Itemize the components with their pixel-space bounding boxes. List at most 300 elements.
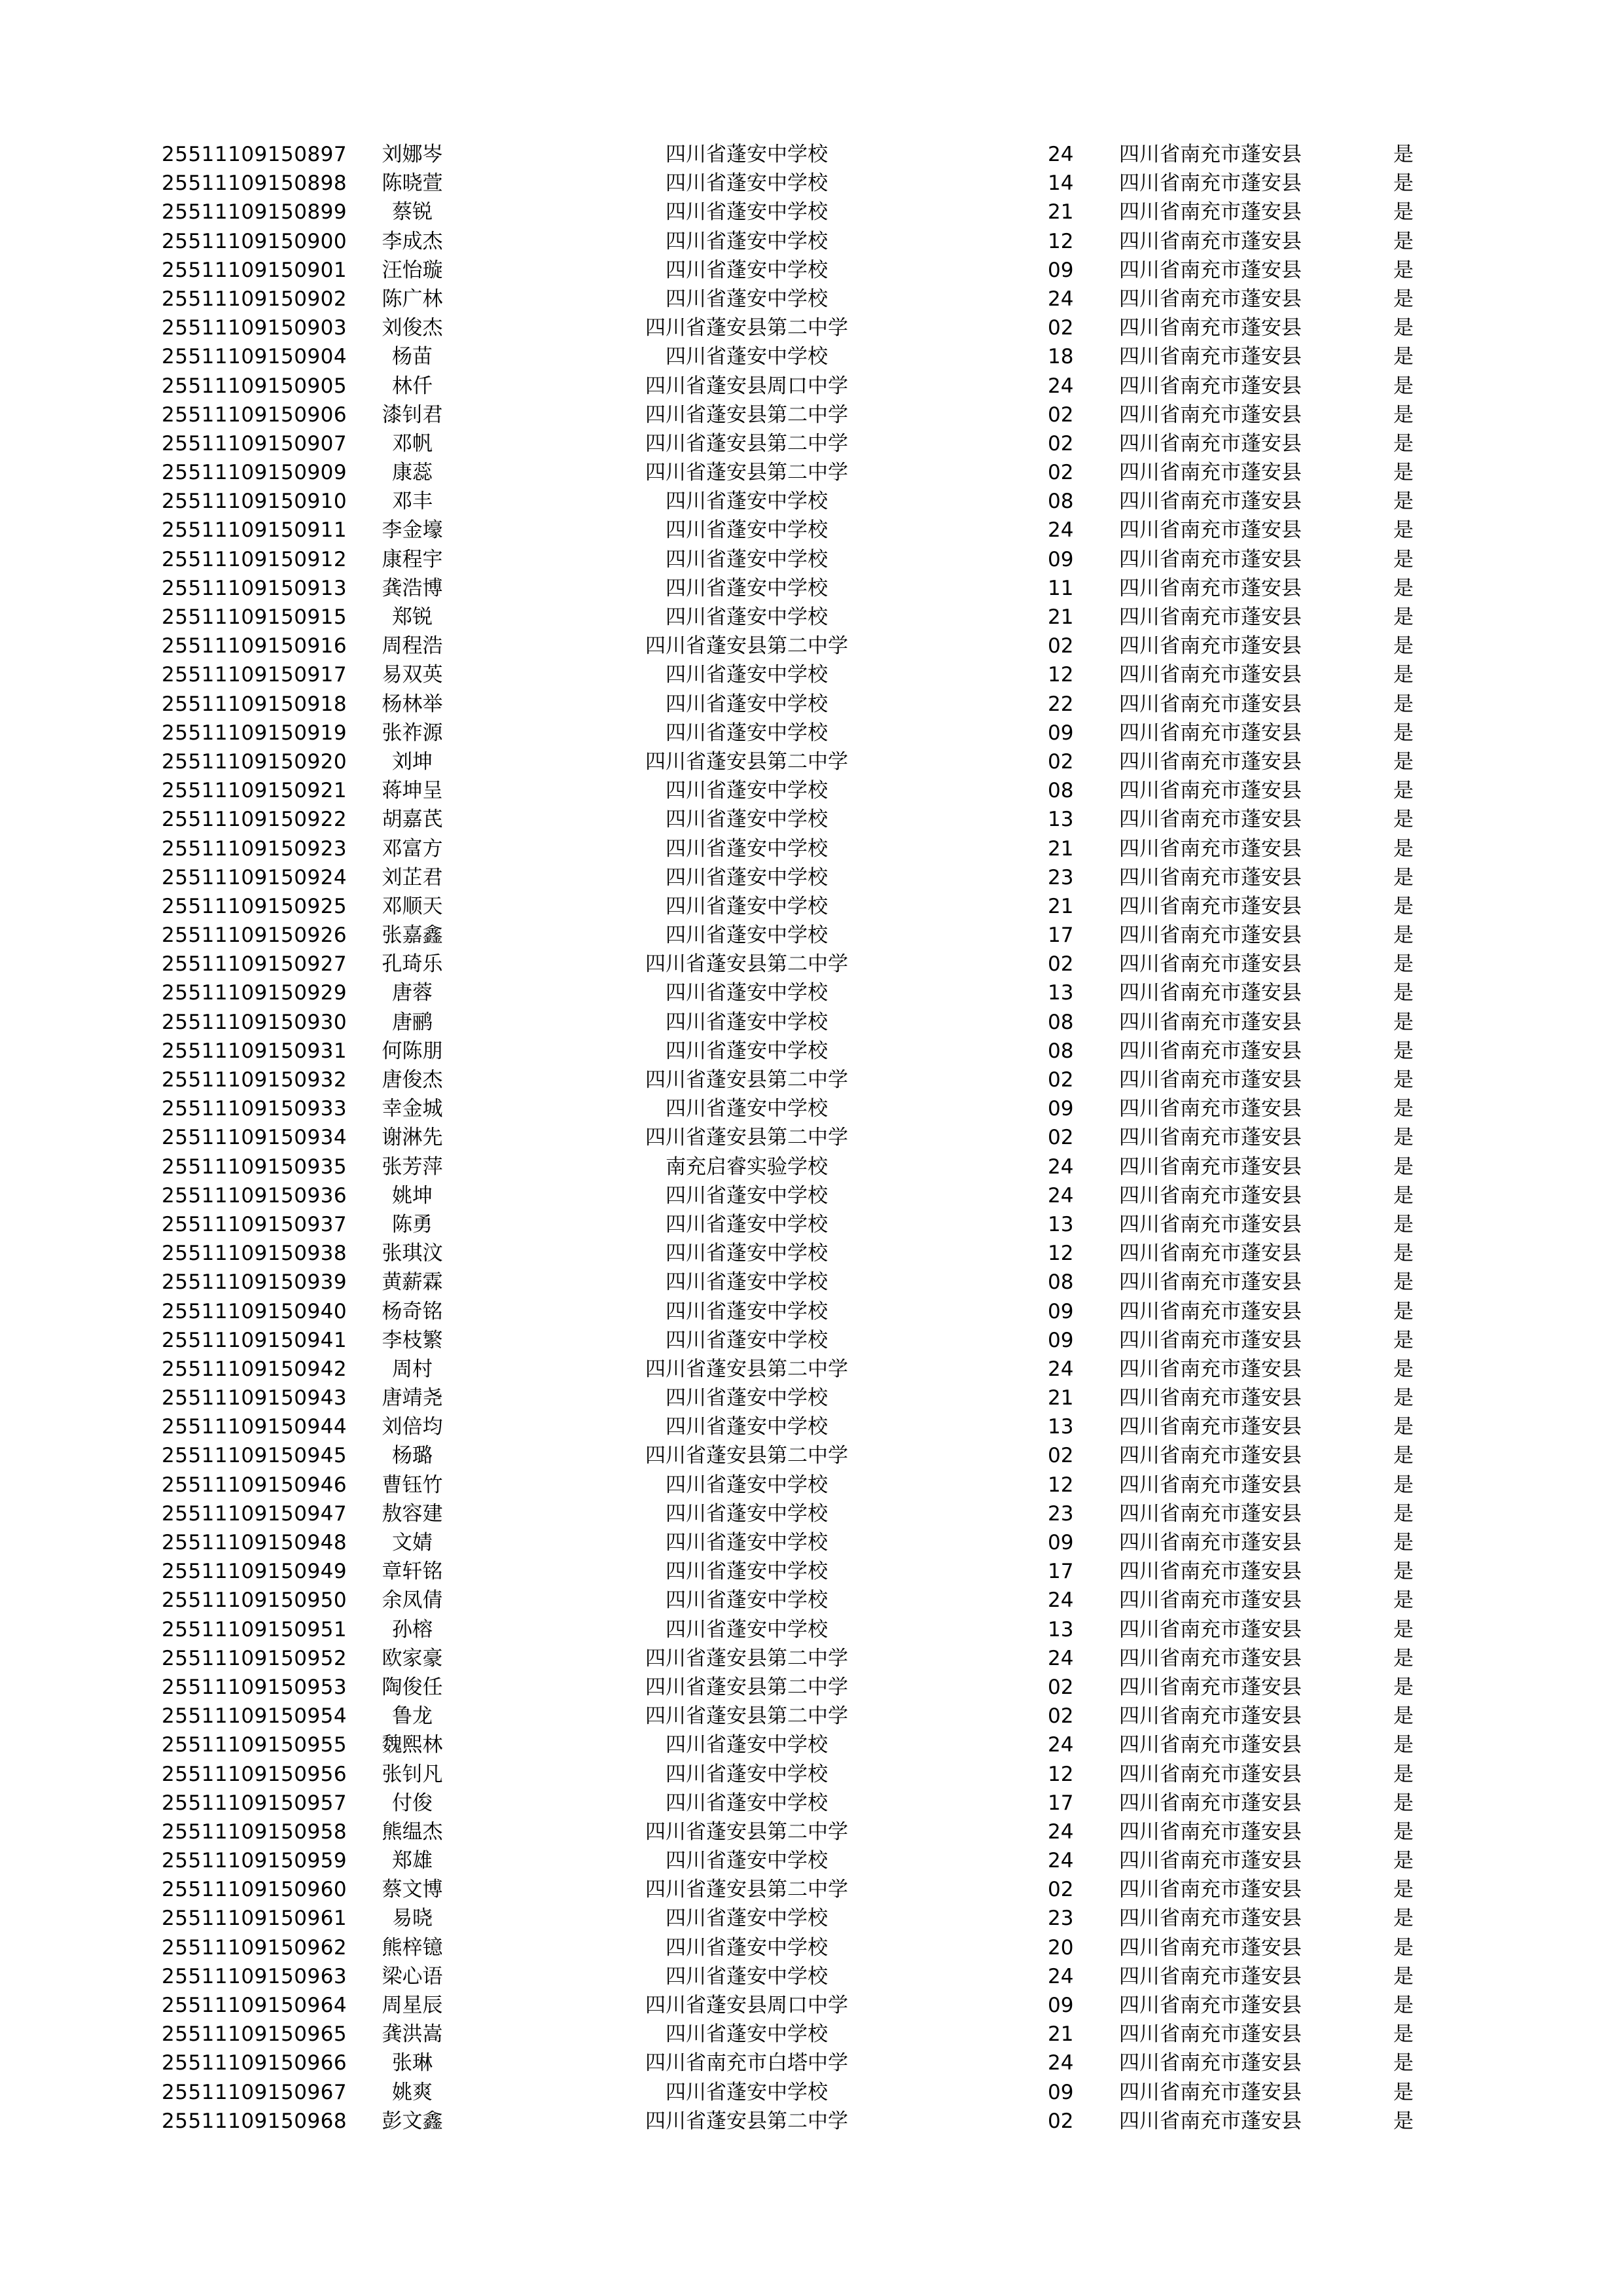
- school-name: 四川省蓬安县第二中学: [645, 952, 848, 977]
- student-name: 陈晓萱: [382, 171, 443, 196]
- student-name: 张琳: [392, 2051, 433, 2075]
- category-code: 02: [1048, 431, 1074, 456]
- candidate-id: 25511109150931: [162, 1039, 348, 1063]
- region: 四川省南充市蓬安县: [1119, 749, 1302, 774]
- eligibility-flag: 是: [1393, 490, 1414, 514]
- school-name: 四川省蓬安中学校: [666, 808, 828, 832]
- category-code: 02: [1048, 1675, 1074, 1699]
- table-row: [0, 892, 1623, 921]
- table-row: [0, 1615, 1623, 1644]
- region: 四川省南充市蓬安县: [1119, 1617, 1302, 1641]
- region: 四川省南充市蓬安县: [1119, 605, 1302, 629]
- candidate-id: 25511109150915: [162, 605, 348, 629]
- category-code: 13: [1048, 1212, 1074, 1236]
- category-code: 17: [1048, 1791, 1074, 1815]
- candidate-id: 25511109150898: [162, 171, 348, 196]
- category-code: 02: [1048, 1068, 1074, 1092]
- school-name: 四川省蓬安中学校: [666, 143, 828, 166]
- school-name: 四川省蓬安中学校: [666, 2080, 828, 2104]
- school-name: 四川省蓬安中学校: [666, 1733, 828, 1757]
- category-code: 21: [1048, 2022, 1074, 2047]
- school-name: 四川省蓬安县第二中学: [645, 461, 848, 485]
- table-row: [0, 1123, 1623, 1152]
- region: 四川省南充市蓬安县: [1119, 1878, 1302, 1902]
- region: 四川省南充市蓬安县: [1119, 258, 1302, 282]
- eligibility-flag: 是: [1393, 1791, 1414, 1815]
- school-name: 四川省蓬安县第二中学: [645, 1820, 848, 1844]
- table-row: [0, 1008, 1623, 1037]
- table-row: [0, 1239, 1623, 1268]
- student-name: 孙榕: [392, 1617, 433, 1641]
- student-name: 张钊凡: [382, 1762, 443, 1786]
- table-row: [0, 1586, 1623, 1615]
- candidate-id: 25511109150906: [162, 403, 348, 427]
- school-name: 四川省蓬安中学校: [666, 1617, 828, 1641]
- candidate-id: 25511109150968: [162, 2109, 348, 2133]
- category-code: 24: [1048, 518, 1074, 543]
- region: 四川省南充市蓬安县: [1119, 1299, 1302, 1323]
- eligibility-flag: 是: [1393, 1531, 1414, 1554]
- school-name: 四川省蓬安中学校: [666, 1010, 828, 1034]
- table-row: [0, 2049, 1623, 2077]
- region: 四川省南充市蓬安县: [1119, 1820, 1302, 1844]
- category-code: 08: [1048, 1010, 1074, 1034]
- region: 四川省南充市蓬安县: [1119, 1762, 1302, 1786]
- school-name: 四川省蓬安县第二中学: [645, 1878, 848, 1902]
- region: 四川省南充市蓬安县: [1119, 1704, 1302, 1729]
- student-name: 鲁龙: [392, 1704, 433, 1729]
- school-name: 四川省蓬安中学校: [666, 605, 828, 629]
- table-row: [0, 1210, 1623, 1239]
- region: 四川省南充市蓬安县: [1119, 2051, 1302, 2075]
- category-code: 12: [1048, 229, 1074, 253]
- table-row: [0, 1384, 1623, 1412]
- eligibility-flag: 是: [1393, 1242, 1414, 1266]
- eligibility-flag: 是: [1393, 1068, 1414, 1092]
- region: 四川省南充市蓬安县: [1119, 1155, 1302, 1179]
- school-name: 南充启睿实验学校: [666, 1155, 828, 1179]
- eligibility-flag: 是: [1393, 749, 1414, 774]
- region: 四川省南充市蓬安县: [1119, 1415, 1302, 1439]
- table-row: [0, 256, 1623, 285]
- student-name: 蒋坤呈: [382, 779, 443, 803]
- region: 四川省南充市蓬安县: [1119, 490, 1302, 514]
- table-row: [0, 1297, 1623, 1326]
- table-row: [0, 1702, 1623, 1731]
- region: 四川省南充市蓬安县: [1119, 1126, 1302, 1150]
- school-name: 四川省蓬安中学校: [666, 779, 828, 803]
- eligibility-flag: 是: [1393, 1588, 1414, 1613]
- student-name: 姚爽: [392, 2080, 433, 2104]
- school-name: 四川省蓬安中学校: [666, 1242, 828, 1266]
- table-row: [0, 776, 1623, 805]
- table-row: [0, 401, 1623, 429]
- student-name: 周程浩: [382, 634, 443, 658]
- candidate-id: 25511109150917: [162, 663, 348, 687]
- student-name: 蔡文博: [382, 1878, 443, 1902]
- candidate-id: 25511109150957: [162, 1791, 348, 1815]
- table-row: [0, 574, 1623, 603]
- eligibility-flag: 是: [1393, 1820, 1414, 1844]
- eligibility-flag: 是: [1393, 171, 1414, 196]
- school-name: 四川省蓬安中学校: [666, 1531, 828, 1554]
- category-code: 09: [1048, 1097, 1074, 1121]
- school-name: 四川省蓬安中学校: [666, 345, 828, 369]
- table-row: [0, 690, 1623, 719]
- school-name: 四川省蓬安中学校: [666, 229, 828, 253]
- student-name: 刘娜岑: [382, 143, 443, 166]
- table-row: [0, 603, 1623, 632]
- student-name: 龚洪嵩: [382, 2022, 443, 2047]
- eligibility-flag: 是: [1393, 229, 1414, 253]
- category-code: 21: [1048, 200, 1074, 224]
- region: 四川省南充市蓬安县: [1119, 1964, 1302, 1988]
- category-code: 22: [1048, 692, 1074, 716]
- category-code: 23: [1048, 1907, 1074, 1931]
- table-row: [0, 372, 1623, 401]
- student-name: 汪怡璇: [382, 258, 443, 282]
- student-name: 杨璐: [392, 1444, 433, 1468]
- school-name: 四川省蓬安中学校: [666, 1560, 828, 1584]
- eligibility-flag: 是: [1393, 1473, 1414, 1497]
- table-row: [0, 458, 1623, 487]
- candidate-id: 25511109150936: [162, 1183, 348, 1208]
- region: 四川省南充市蓬安县: [1119, 981, 1302, 1005]
- table-row: [0, 314, 1623, 342]
- student-name: 余凤倩: [382, 1588, 443, 1613]
- student-name: 梁心语: [382, 1964, 443, 1988]
- eligibility-flag: 是: [1393, 981, 1414, 1005]
- category-code: 24: [1048, 1733, 1074, 1757]
- candidate-id: 25511109150940: [162, 1299, 348, 1323]
- school-name: 四川省蓬安中学校: [666, 1212, 828, 1236]
- category-code: 13: [1048, 981, 1074, 1005]
- school-name: 四川省蓬安县第二中学: [645, 431, 848, 456]
- school-name: 四川省蓬安县第二中学: [645, 403, 848, 427]
- school-name: 四川省蓬安中学校: [666, 924, 828, 948]
- table-row: [0, 1789, 1623, 1818]
- eligibility-flag: 是: [1393, 1935, 1414, 1960]
- category-code: 12: [1048, 1762, 1074, 1786]
- category-code: 17: [1048, 1560, 1074, 1584]
- candidate-id: 25511109150942: [162, 1357, 348, 1381]
- category-code: 02: [1048, 461, 1074, 485]
- category-code: 08: [1048, 1270, 1074, 1295]
- category-code: 02: [1048, 1126, 1074, 1150]
- eligibility-flag: 是: [1393, 1444, 1414, 1468]
- student-name: 李成杰: [382, 229, 443, 253]
- category-code: 24: [1048, 1357, 1074, 1381]
- region: 四川省南充市蓬安县: [1119, 1588, 1302, 1613]
- school-name: 四川省蓬安县第二中学: [645, 1357, 848, 1381]
- student-name: 邓富方: [382, 836, 443, 861]
- school-name: 四川省蓬安中学校: [666, 547, 828, 571]
- candidate-id: 25511109150921: [162, 779, 348, 803]
- candidate-id: 25511109150916: [162, 634, 348, 658]
- school-name: 四川省蓬安县第二中学: [645, 1444, 848, 1468]
- region: 四川省南充市蓬安县: [1119, 1733, 1302, 1757]
- school-name: 四川省蓬安中学校: [666, 1039, 828, 1063]
- school-name: 四川省蓬安县第二中学: [645, 2109, 848, 2133]
- eligibility-flag: 是: [1393, 1964, 1414, 1988]
- table-row: [0, 1441, 1623, 1470]
- student-name: 唐蓉: [392, 981, 433, 1005]
- table-row: [0, 1904, 1623, 1933]
- region: 四川省南充市蓬安县: [1119, 952, 1302, 977]
- student-name: 杨奇铭: [382, 1299, 443, 1323]
- candidate-id: 25511109150952: [162, 1646, 348, 1670]
- table-row: [0, 1412, 1623, 1441]
- category-code: 21: [1048, 605, 1074, 629]
- eligibility-flag: 是: [1393, 808, 1414, 832]
- category-code: 08: [1048, 490, 1074, 514]
- eligibility-flag: 是: [1393, 894, 1414, 918]
- category-code: 24: [1048, 1964, 1074, 1988]
- school-name: 四川省蓬安中学校: [666, 1501, 828, 1526]
- student-name: 章轩铭: [382, 1560, 443, 1584]
- school-name: 四川省南充市白塔中学: [645, 2051, 848, 2075]
- region: 四川省南充市蓬安县: [1119, 1270, 1302, 1295]
- table-row: [0, 921, 1623, 950]
- candidate-id: 25511109150910: [162, 490, 348, 514]
- school-name: 四川省蓬安中学校: [666, 1097, 828, 1121]
- candidate-id: 25511109150897: [162, 143, 348, 166]
- candidate-id: 25511109150922: [162, 808, 348, 832]
- candidate-id: 25511109150900: [162, 229, 348, 253]
- eligibility-flag: 是: [1393, 865, 1414, 889]
- school-name: 四川省蓬安中学校: [666, 1791, 828, 1815]
- student-name: 熊梓镱: [382, 1935, 443, 1960]
- category-code: 23: [1048, 865, 1074, 889]
- school-name: 四川省蓬安中学校: [666, 894, 828, 918]
- candidate-id: 25511109150918: [162, 692, 348, 716]
- school-name: 四川省蓬安中学校: [666, 1762, 828, 1786]
- eligibility-flag: 是: [1393, 1183, 1414, 1208]
- table-row: [0, 1933, 1623, 1962]
- category-code: 24: [1048, 287, 1074, 311]
- eligibility-flag: 是: [1393, 1646, 1414, 1670]
- region: 四川省南充市蓬安县: [1119, 143, 1302, 166]
- category-code: 13: [1048, 808, 1074, 832]
- candidate-id: 25511109150958: [162, 1820, 348, 1844]
- table-row: [0, 1326, 1623, 1355]
- table-row: [0, 2107, 1623, 2136]
- table-row: [0, 198, 1623, 226]
- candidate-id: 25511109150947: [162, 1501, 348, 1526]
- category-code: 12: [1048, 663, 1074, 687]
- candidate-id: 25511109150946: [162, 1473, 348, 1497]
- eligibility-flag: 是: [1393, 2022, 1414, 2047]
- candidate-id: 25511109150948: [162, 1531, 348, 1554]
- table-row: [0, 545, 1623, 574]
- student-name: 杨苗: [392, 345, 433, 369]
- region: 四川省南充市蓬安县: [1119, 576, 1302, 600]
- region: 四川省南充市蓬安县: [1119, 721, 1302, 745]
- student-name: 张芳萍: [382, 1155, 443, 1179]
- region: 四川省南充市蓬安县: [1119, 1242, 1302, 1266]
- category-code: 08: [1048, 1039, 1074, 1063]
- table-row: [0, 1644, 1623, 1673]
- eligibility-flag: 是: [1393, 1126, 1414, 1150]
- eligibility-flag: 是: [1393, 143, 1414, 166]
- school-name: 四川省蓬安中学校: [666, 1270, 828, 1295]
- student-name: 唐俊杰: [382, 1068, 443, 1092]
- student-name: 陈广林: [382, 287, 443, 311]
- student-name: 何陈朋: [382, 1039, 443, 1063]
- candidate-id: 25511109150899: [162, 200, 348, 224]
- student-name: 林仟: [392, 374, 433, 398]
- student-name: 张祚源: [382, 721, 443, 745]
- school-name: 四川省蓬安中学校: [666, 576, 828, 600]
- student-name: 陶俊任: [382, 1675, 443, 1699]
- candidate-id: 25511109150939: [162, 1270, 348, 1295]
- candidate-id: 25511109150924: [162, 865, 348, 889]
- eligibility-flag: 是: [1393, 663, 1414, 687]
- category-code: 09: [1048, 1299, 1074, 1323]
- region: 四川省南充市蓬安县: [1119, 924, 1302, 948]
- table-row: [0, 1268, 1623, 1297]
- candidate-id: 25511109150919: [162, 721, 348, 745]
- table-row: [0, 1181, 1623, 1210]
- eligibility-flag: 是: [1393, 576, 1414, 600]
- candidate-id: 25511109150935: [162, 1155, 348, 1179]
- category-code: 24: [1048, 1849, 1074, 1873]
- table-row: [0, 863, 1623, 892]
- student-name: 龚浩博: [382, 576, 443, 600]
- student-name: 周村: [392, 1357, 433, 1381]
- category-code: 02: [1048, 1878, 1074, 1902]
- table-row: [0, 1731, 1623, 1759]
- student-name: 姚坤: [392, 1183, 433, 1208]
- student-name: 邓顺天: [382, 894, 443, 918]
- table-row: [0, 516, 1623, 545]
- category-code: 20: [1048, 1935, 1074, 1960]
- school-name: 四川省蓬安县第二中学: [645, 1704, 848, 1729]
- category-code: 24: [1048, 1183, 1074, 1208]
- student-name: 曹钰竹: [382, 1473, 443, 1497]
- student-name: 漆钊君: [382, 403, 443, 427]
- category-code: 24: [1048, 1646, 1074, 1670]
- school-name: 四川省蓬安县第二中学: [645, 1126, 848, 1150]
- candidate-id: 25511109150927: [162, 952, 348, 977]
- category-code: 02: [1048, 634, 1074, 658]
- region: 四川省南充市蓬安县: [1119, 374, 1302, 398]
- candidate-id: 25511109150960: [162, 1878, 348, 1902]
- table-row: [0, 1991, 1623, 2020]
- student-name: 蔡锐: [392, 200, 433, 224]
- eligibility-flag: 是: [1393, 1155, 1414, 1179]
- school-name: 四川省蓬安县第二中学: [645, 316, 848, 340]
- region: 四川省南充市蓬安县: [1119, 1097, 1302, 1121]
- region: 四川省南充市蓬安县: [1119, 1444, 1302, 1468]
- student-name: 郑锐: [392, 605, 433, 629]
- category-code: 12: [1048, 1242, 1074, 1266]
- table-row: [0, 342, 1623, 371]
- school-name: 四川省蓬安中学校: [666, 1935, 828, 1960]
- school-name: 四川省蓬安中学校: [666, 1964, 828, 1988]
- table-row: [0, 1153, 1623, 1181]
- eligibility-flag: 是: [1393, 1994, 1414, 2017]
- school-name: 四川省蓬安中学校: [666, 865, 828, 889]
- eligibility-flag: 是: [1393, 1849, 1414, 1873]
- category-code: 09: [1048, 1328, 1074, 1352]
- eligibility-flag: 是: [1393, 692, 1414, 716]
- table-row: [0, 227, 1623, 256]
- candidate-id: 25511109150944: [162, 1415, 348, 1439]
- school-name: 四川省蓬安中学校: [666, 490, 828, 514]
- category-code: 21: [1048, 1386, 1074, 1410]
- student-name: 刘坤: [392, 749, 433, 774]
- candidate-id: 25511109150967: [162, 2080, 348, 2104]
- region: 四川省南充市蓬安县: [1119, 403, 1302, 427]
- category-code: 24: [1048, 2051, 1074, 2075]
- candidate-id: 25511109150956: [162, 1762, 348, 1786]
- category-code: 23: [1048, 1501, 1074, 1526]
- student-name: 杨林举: [382, 692, 443, 716]
- candidate-id: 25511109150965: [162, 2022, 348, 2047]
- category-code: 02: [1048, 316, 1074, 340]
- region: 四川省南充市蓬安县: [1119, 1501, 1302, 1526]
- student-name: 黄薪霖: [382, 1270, 443, 1295]
- region: 四川省南充市蓬安县: [1119, 200, 1302, 224]
- school-name: 四川省蓬安中学校: [666, 1849, 828, 1873]
- category-code: 13: [1048, 1415, 1074, 1439]
- school-name: 四川省蓬安中学校: [666, 287, 828, 311]
- eligibility-flag: 是: [1393, 258, 1414, 282]
- table-row: [0, 1846, 1623, 1875]
- table-row: [0, 1818, 1623, 1846]
- eligibility-flag: 是: [1393, 1415, 1414, 1439]
- candidate-id: 25511109150911: [162, 518, 348, 543]
- school-name: 四川省蓬安中学校: [666, 200, 828, 224]
- eligibility-flag: 是: [1393, 1617, 1414, 1641]
- student-name: 张嘉鑫: [382, 924, 443, 948]
- table-row: [0, 1499, 1623, 1528]
- candidate-id: 25511109150937: [162, 1212, 348, 1236]
- school-name: 四川省蓬安中学校: [666, 1907, 828, 1931]
- category-code: 02: [1048, 1704, 1074, 1729]
- school-name: 四川省蓬安中学校: [666, 171, 828, 196]
- candidate-id: 25511109150912: [162, 547, 348, 571]
- eligibility-flag: 是: [1393, 1675, 1414, 1699]
- student-name: 张琪汶: [382, 1242, 443, 1266]
- table-row: [0, 1471, 1623, 1499]
- region: 四川省南充市蓬安县: [1119, 431, 1302, 456]
- eligibility-flag: 是: [1393, 1733, 1414, 1757]
- region: 四川省南充市蓬安县: [1119, 1646, 1302, 1670]
- table-row: [0, 1066, 1623, 1094]
- candidate-id: 25511109150905: [162, 374, 348, 398]
- candidate-id: 25511109150903: [162, 316, 348, 340]
- table-row: [0, 285, 1623, 314]
- candidate-id: 25511109150941: [162, 1328, 348, 1352]
- student-name: 敖容建: [382, 1501, 443, 1526]
- eligibility-flag: 是: [1393, 547, 1414, 571]
- eligibility-flag: 是: [1393, 1560, 1414, 1584]
- student-name: 邓帆: [392, 431, 433, 456]
- region: 四川省南充市蓬安县: [1119, 171, 1302, 196]
- region: 四川省南充市蓬安县: [1119, 1531, 1302, 1554]
- student-name: 付俊: [392, 1791, 433, 1815]
- school-name: 四川省蓬安中学校: [666, 1299, 828, 1323]
- table-row: [0, 660, 1623, 689]
- eligibility-flag: 是: [1393, 316, 1414, 340]
- region: 四川省南充市蓬安县: [1119, 2022, 1302, 2047]
- category-code: 09: [1048, 1994, 1074, 2017]
- category-code: 08: [1048, 779, 1074, 803]
- candidate-id: 25511109150930: [162, 1010, 348, 1034]
- school-name: 四川省蓬安中学校: [666, 721, 828, 745]
